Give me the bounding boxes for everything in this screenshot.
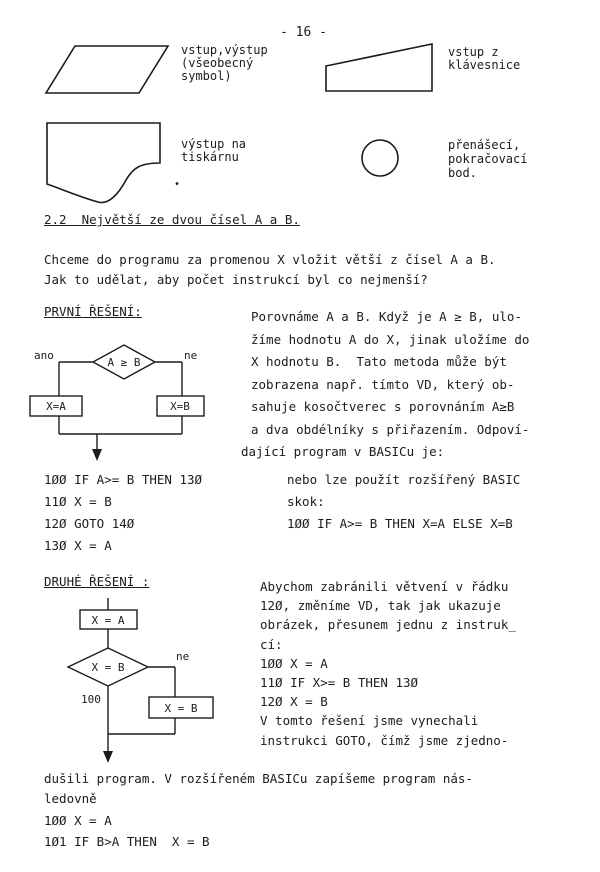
flow-assign-b: X = B (164, 702, 198, 715)
text-line: X hodnotu B. Tato metoda může být (251, 354, 507, 369)
text-line: 1ØØ X = A (260, 655, 328, 671)
text-line: 12Ø, změníme VD, tak jak ukazuje (260, 598, 501, 614)
text-line: a dva obdélníky s přiřazením. Odpoví- (251, 421, 530, 437)
keyboard-label-line: klávesnice (448, 58, 521, 72)
alt-line: skok: (287, 494, 325, 509)
flow-condition: A ≥ B (107, 356, 141, 369)
second-solution-text (260, 577, 516, 750)
text-line: 12Ø X = B (260, 694, 328, 710)
printer-symbol-label (181, 138, 246, 164)
text-line: zobrazena např. tímto VD, který ob- (251, 376, 515, 392)
first-solution-text (241, 306, 530, 464)
page-number: - 16 - (280, 25, 327, 40)
io-label-line: (všeobecný (181, 56, 254, 70)
flow-condition: X = B (91, 661, 125, 674)
io-label-line: vstup,výstup (181, 43, 268, 57)
second-tail-text (44, 769, 473, 808)
intro-line: Jak to udělat, aby počet instrukcí byl co nejmenší? (44, 272, 428, 287)
program-line: 12Ø GOTO 14Ø (44, 516, 135, 531)
program-line: 13Ø X = A (44, 538, 112, 553)
keyboard-symbol-label (448, 46, 520, 72)
io-symbol-label (181, 44, 268, 83)
text-line: dající program v BASICu je: (241, 444, 445, 459)
program-line: 1ØØ X = A (44, 813, 112, 828)
svg-text:•: • (174, 179, 181, 190)
connector-label-line: pokračovací (448, 152, 528, 166)
connector-label-line: přenášecí, (448, 138, 521, 152)
flow-assign-b: X=B (170, 400, 190, 413)
text-line: sahuje kosočtverec s porovnáním A≥B (251, 399, 515, 414)
second-solution-heading: DRUHÉ ŘEŠENÍ : (44, 574, 150, 589)
program-line: 1ØØ IF A>= B THEN 13Ø (44, 472, 203, 487)
final-program (44, 810, 210, 852)
printer-label-line: tiskárnu (181, 150, 239, 164)
text-line: Abychom zabránili větvení v řádku (260, 579, 509, 594)
flow-no-label: ne (176, 650, 190, 663)
keyboard-label-line: vstup z (448, 45, 499, 59)
section-title: 2.2 Největší ze dvou čísel A a B. (44, 212, 300, 227)
program-line: 1Ø1 IF B>A THEN X = B (44, 834, 210, 849)
text-line: instrukci GOTO, čímž jsme zjedno- (260, 732, 509, 748)
printer-label-line: výstup na (181, 137, 247, 151)
flow-yes-label: 100 (81, 693, 101, 706)
alternative-program (287, 469, 520, 535)
program-line: 11Ø X = B (44, 494, 112, 509)
text-line: obrázek, přesunem jednu z instruk_ (260, 617, 516, 633)
flow-no-label: ne (184, 349, 198, 362)
text-line: Porovnáme A a B. Když je A ≥ B, ulo- (251, 309, 522, 324)
section-intro (44, 250, 496, 290)
flow-assign-a: X=A (46, 400, 66, 413)
text-line: cí: (260, 636, 283, 652)
connector-symbol-label (448, 138, 527, 180)
text-line: ledovně (44, 790, 97, 806)
alt-line: nebo lze použít rozšířený BASIC (287, 472, 521, 487)
alt-line: 1ØØ IF A>= B THEN X=A ELSE X=B (287, 516, 513, 531)
io-label-line: symbol) (181, 69, 232, 83)
text-line: V tomto řešení jsme vynechali (260, 713, 479, 729)
text-line: 11Ø IF X>= B THEN 13Ø (260, 675, 419, 691)
intro-line: Chceme do programu za promenou X vložit větší z čísel A a B. (44, 252, 496, 267)
flow-yes-label: ano (34, 349, 54, 362)
first-solution-heading: PRVNÍ ŘEŠENÍ: (44, 304, 142, 319)
text-line: žíme hodnotu A do X, jinak uložíme do (251, 331, 530, 347)
text-line: dušili program. V rozšířeném BASICu zapíšeme program nás- (44, 771, 473, 786)
connector-label-line: bod. (448, 166, 477, 180)
first-program (44, 469, 202, 557)
flow-assign-top: X = A (91, 614, 125, 627)
